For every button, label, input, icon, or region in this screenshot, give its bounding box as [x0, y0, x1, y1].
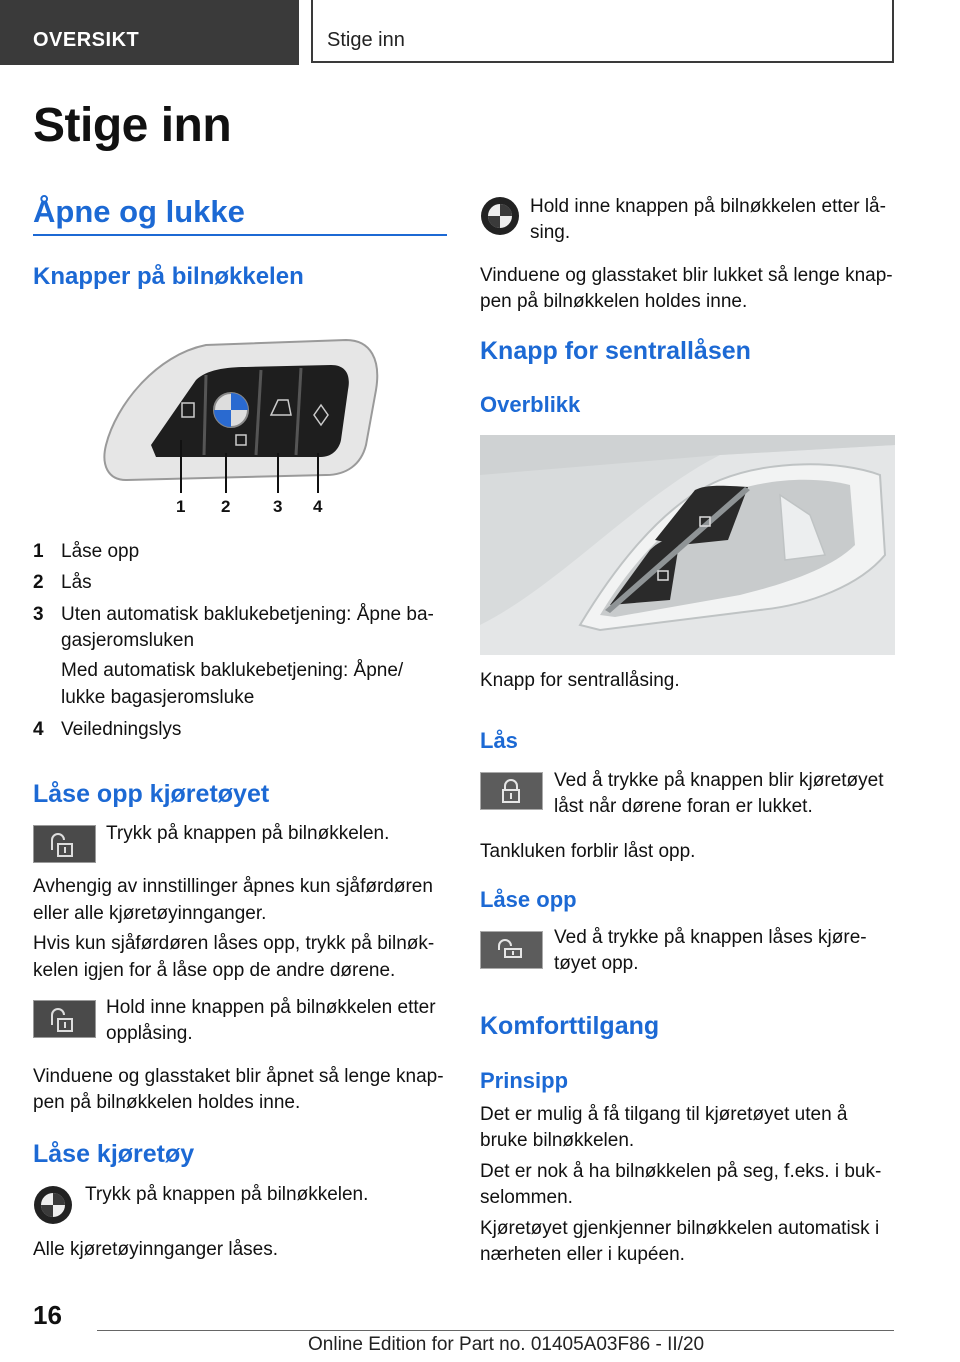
legend-text: Veiledningslys — [61, 719, 182, 740]
legend-number: 2 — [33, 572, 44, 593]
paragraph: pen på bilnøkkelen holdes inne. — [480, 291, 748, 312]
paragraph: Det er nok å ha bilnøkkelen på seg, f.eks. i buk- — [480, 1161, 882, 1182]
header-section-label: OVERSIKT — [33, 29, 140, 51]
header-section-tab[interactable] — [0, 0, 299, 65]
legend-text: gasjeromsluken — [61, 630, 195, 651]
legend-text: Låse opp — [61, 541, 140, 562]
paragraph: Det er mulig å få tilgang til kjøretøyet uten å — [480, 1104, 848, 1125]
heading-lock: Lås — [480, 728, 518, 753]
hold-instruction: opplåsing. — [106, 1023, 193, 1044]
paragraph: selommen. — [480, 1187, 573, 1208]
unlock-instruction: Trykk på knappen på bilnøkkelen. — [106, 823, 390, 844]
unlock-description: Ved å trykke på knappen låses kjøre- — [554, 927, 867, 948]
central-lock-button-photo — [480, 435, 895, 655]
heading-key-buttons: Knapper på bilnøkkelen — [33, 263, 304, 290]
legend-text: Med automatisk baklukebetjening: Åpne/ — [61, 660, 404, 681]
hold-instruction: Hold inne knappen på bilnøkkelen etter lå- — [530, 196, 886, 217]
paragraph: nærheten eller i kupéen. — [480, 1244, 685, 1265]
paragraph: Vinduene og glasstaket blir åpnet så lenge knap- — [33, 1066, 444, 1087]
legend-number: 1 — [33, 541, 44, 562]
footer-divider — [97, 1330, 894, 1331]
hold-instruction: sing. — [530, 222, 571, 243]
legend-text: lukke bagasjeromsluke — [61, 687, 255, 708]
header-chapter-tab[interactable] — [311, 0, 894, 63]
heading-principle: Prinsipp — [480, 1068, 569, 1093]
key-fob-illustration — [96, 335, 386, 525]
heading-central-lock: Knapp for sentrallåsen — [480, 337, 751, 365]
page-title: Stige inn — [33, 99, 232, 152]
heading-overview: Overblikk — [480, 392, 581, 417]
unlock-icon — [480, 931, 543, 969]
image-caption: Knapp for sentrallåsing. — [480, 670, 680, 691]
bmw-logo-icon — [480, 196, 520, 236]
paragraph: Alle kjøretøyinnganger låses. — [33, 1239, 278, 1260]
paragraph: Hvis kun sjåførdøren låses opp, trykk på bilnøk- — [33, 933, 435, 954]
paragraph: eller alle kjøretøyinnganger. — [33, 903, 267, 924]
lock-instruction: Trykk på knappen på bilnøkkelen. — [85, 1184, 369, 1205]
legend-number: 4 — [33, 719, 44, 740]
header-chapter-label: Stige inn — [327, 29, 405, 51]
paragraph: pen på bilnøkkelen holdes inne. — [33, 1092, 301, 1113]
figure-label-3: 3 — [273, 497, 283, 516]
heading-comfort-access: Komforttilgang — [480, 1012, 660, 1040]
heading-open-close: Åpne og lukke — [33, 194, 245, 229]
figure-label-2: 2 — [221, 497, 231, 516]
heading-unlock-vehicle: Låse opp kjøretøyet — [33, 780, 270, 808]
paragraph: bruke bilnøkkelen. — [480, 1130, 635, 1151]
paragraph: Tankluken forblir låst opp. — [480, 841, 696, 862]
page-number: 16 — [33, 1300, 62, 1330]
figure-label-1: 1 — [176, 497, 186, 516]
paragraph: Kjøretøyet gjenkjenner bilnøkkelen automatisk i — [480, 1218, 880, 1239]
figure-label-4: 4 — [313, 497, 323, 516]
paragraph: Avhengig av innstillinger åpnes kun sjåførdøren — [33, 876, 433, 897]
hold-instruction: Hold inne knappen på bilnøkkelen etter — [106, 997, 436, 1018]
lock-description: låst når dørene foran er lukket. — [554, 796, 813, 817]
lock-description: Ved å trykke på knappen blir kjøretøyet — [554, 770, 884, 791]
heading-unlock: Låse opp — [480, 887, 577, 912]
legend-number: 3 — [33, 604, 44, 625]
unlock-icon — [33, 825, 96, 863]
unlock-description: tøyet opp. — [554, 953, 639, 974]
legend-text: Uten automatisk baklukebetjening: Åpne ba- — [61, 604, 434, 625]
legend-text: Lås — [61, 572, 92, 593]
bmw-logo-icon — [33, 1185, 73, 1225]
heading-lock-vehicle: Låse kjøretøy — [33, 1140, 195, 1168]
unlock-icon — [33, 1000, 96, 1038]
lock-icon — [480, 772, 543, 810]
paragraph: kelen igjen for å låse opp de andre dørene. — [33, 960, 396, 981]
heading-rule — [33, 234, 447, 236]
paragraph: Vinduene og glasstaket blir lukket så lenge knap- — [480, 265, 893, 286]
footer-edition: Online Edition for Part no. 01405A03F86 - II/20 — [308, 1334, 705, 1355]
